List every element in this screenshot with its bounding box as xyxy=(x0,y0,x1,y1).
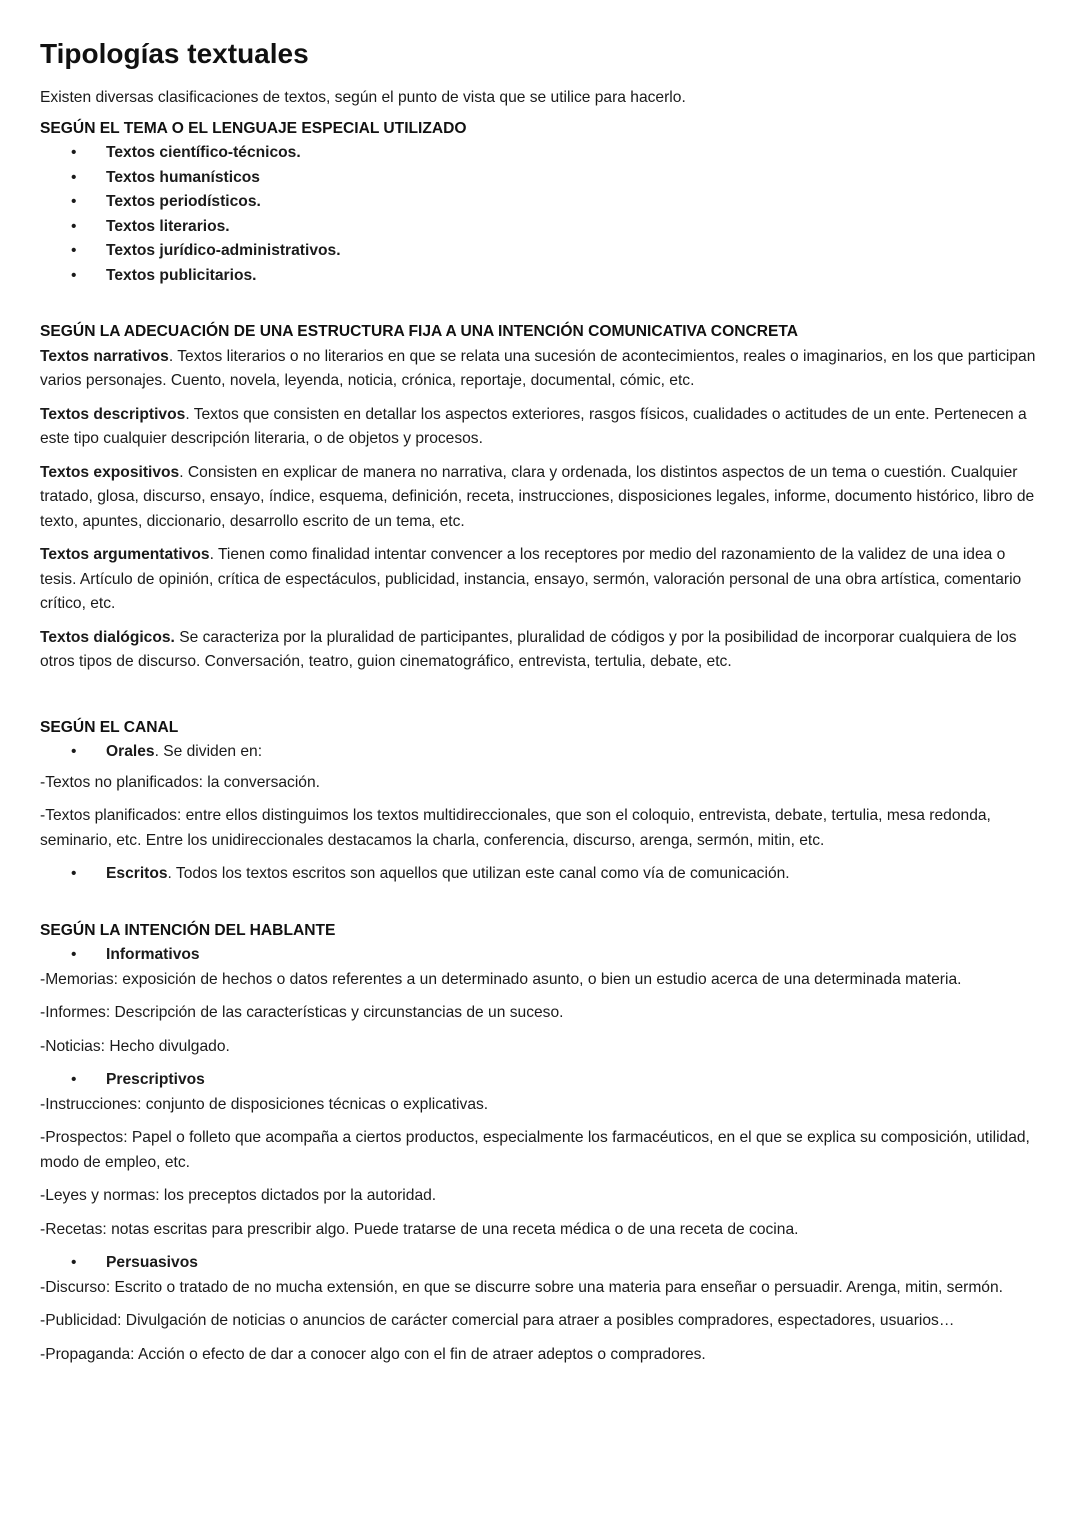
list-item: • Escritos. Todos los textos escritos son aquellos que utilizan este canal como vía de comunicación. xyxy=(40,862,1040,887)
informativos-line: -Memorias: exposición de hechos o datos referentes a un determinado asunto, o bien un estudio acerca de una determinada materia. xyxy=(40,970,962,988)
informativos-line: -Noticias: Hecho divulgado. xyxy=(40,1037,230,1055)
list-item: • Orales. Se dividen en: xyxy=(40,740,1040,765)
list-escritos xyxy=(40,862,1040,887)
list-informativos xyxy=(40,943,1040,968)
section-heading-estructura: SEGÚN LA ADECUACIÓN DE UNA ESTRUCTURA FIJA A UNA INTENCIÓN COMUNICATIVA CONCRETA xyxy=(40,323,799,340)
paragraph-argumentativos: Textos argumentativos. Tienen como finalidad intentar convencer a los receptores por medio del razonamiento de la validez de una idea o tesis. Artículo de opinión, crítica de espectáculos, publicidad, instancia, ensayo, sermón, valoración personal de una obra artística, comentario crítico, etc. xyxy=(40,546,1022,612)
prescriptivos-line: -Prospectos: Papel o folleto que acompaña a ciertos productos, especialmente los farmacéuticos, en el que se explica su composición, utilidad, modo de empleo, etc. xyxy=(40,1129,1030,1171)
list-item: • Textos periodísticos. xyxy=(40,190,1040,215)
prescriptivos-line: -Instrucciones: conjunto de disposiciones técnicas o explicativas. xyxy=(40,1095,489,1113)
intro-text: Existen diversas clasificaciones de textos, según el punto de vista que se utilice para hacerlo. xyxy=(40,89,686,106)
bullet-icon: • xyxy=(71,743,77,760)
list-tema xyxy=(40,141,1040,288)
list-item: • Textos jurídico-administrativos. xyxy=(40,239,1040,264)
bullet-icon: • xyxy=(71,1254,77,1271)
bullet-icon: • xyxy=(71,1071,77,1088)
paragraph-dialogicos: Textos dialógicos. Se caracteriza por la pluralidad de participantes, pluralidad de códigos y por la posibilidad de incorporar cualquiera de los otros tipos de discurso. Conversación, teatro, guion cinematográfico, entrevista, tertulia, debate, etc. xyxy=(40,628,1017,670)
paragraph-descriptivos: Textos descriptivos. Textos que consisten en detallar los aspectos exteriores, rasgos físicos, cualidades o actitudes de un ente. Pertenecen a este tipo cualquier descripción literaria, o de objetos y procesos. xyxy=(40,405,1027,447)
list-persuasivos xyxy=(40,1251,1040,1276)
bullet-icon: • xyxy=(71,144,77,161)
persuasivos-line: -Propaganda: Acción o efecto de dar a conocer algo con el fin de atraer adeptos o compradores. xyxy=(40,1345,706,1363)
section-heading-tema: SEGÚN EL TEMA O EL LENGUAJE ESPECIAL UTILIZADO xyxy=(40,119,467,137)
bullet-icon: • xyxy=(71,266,77,284)
list-orales xyxy=(40,740,1040,765)
bullet-icon: • xyxy=(71,242,77,259)
document-page xyxy=(40,36,1040,1376)
bullet-icon: • xyxy=(71,168,77,186)
list-item: • Textos literarios. xyxy=(40,215,1040,240)
list-prescriptivos xyxy=(40,1068,1040,1093)
persuasivos-line: -Publicidad: Divulgación de noticias o anuncios de carácter comercial para atraer a posibles compradores, espectadores, usuarios… xyxy=(40,1312,955,1329)
list-item: • Informativos xyxy=(40,943,1040,968)
bullet-icon: • xyxy=(71,946,77,963)
bullet-icon: • xyxy=(71,865,77,882)
orales-line: -Textos no planificados: la conversación. xyxy=(40,773,320,791)
orales-line: -Textos planificados: entre ellos distinguimos los textos multidireccionales, que son el coloquio, entrevista, debate, tertulia, mesa redonda, seminario, etc. Entre los unidireccionales destacamos la charla, conferencia, discurso, arenga, sermón, mitin, etc. xyxy=(40,807,991,849)
informativos-line: -Informes: Descripción de las características y circunstancias de un suceso. xyxy=(40,1004,564,1021)
list-item: • Textos publicitarios. xyxy=(40,264,1040,289)
bullet-icon: • xyxy=(71,217,77,235)
paragraph-narrativos: Textos narrativos. Textos literarios o no literarios en que se relata una sucesión de acontecimientos, reales o imaginarios, en los que participan varios personajes. Cuento, novela, leyenda, noticia, crónica, reportaje, documental, cómic, etc. xyxy=(40,347,1036,389)
list-item: • Textos humanísticos xyxy=(40,166,1040,191)
list-item: • Prescriptivos xyxy=(40,1068,1040,1093)
persuasivos-line: -Discurso: Escrito o tratado de no mucha extensión, en que se discurre sobre una materia para enseñar o persuadir. Arenga, mitin, sermón. xyxy=(40,1278,1003,1296)
section-heading-canal: SEGÚN EL CANAL xyxy=(40,718,179,736)
list-item: • Persuasivos xyxy=(40,1251,1040,1276)
prescriptivos-line: -Recetas: notas escritas para prescribir algo. Puede tratarse de una receta médica o de una receta de cocina. xyxy=(40,1220,799,1238)
bullet-icon: • xyxy=(71,193,77,210)
page-title: Tipologías textuales xyxy=(40,38,309,69)
prescriptivos-line: -Leyes y normas: los preceptos dictados por la autoridad. xyxy=(40,1187,437,1204)
list-item: • Textos científico-técnicos. xyxy=(40,141,1040,166)
section-heading-intencion: SEGÚN LA INTENCIÓN DEL HABLANTE xyxy=(40,921,336,939)
paragraph-expositivos: Textos expositivos. Consisten en explicar de manera no narrativa, clara y ordenada, los distintos aspectos de un tema o cuestión. Cualquier tratado, glosa, discurso, ensayo, índice, esquema, definición, receta, instrucciones, disposiciones legales, informe, documento histórico, libro de texto, apuntes, diccionario, desarrollo escrito de un tema, etc. xyxy=(40,463,1035,530)
